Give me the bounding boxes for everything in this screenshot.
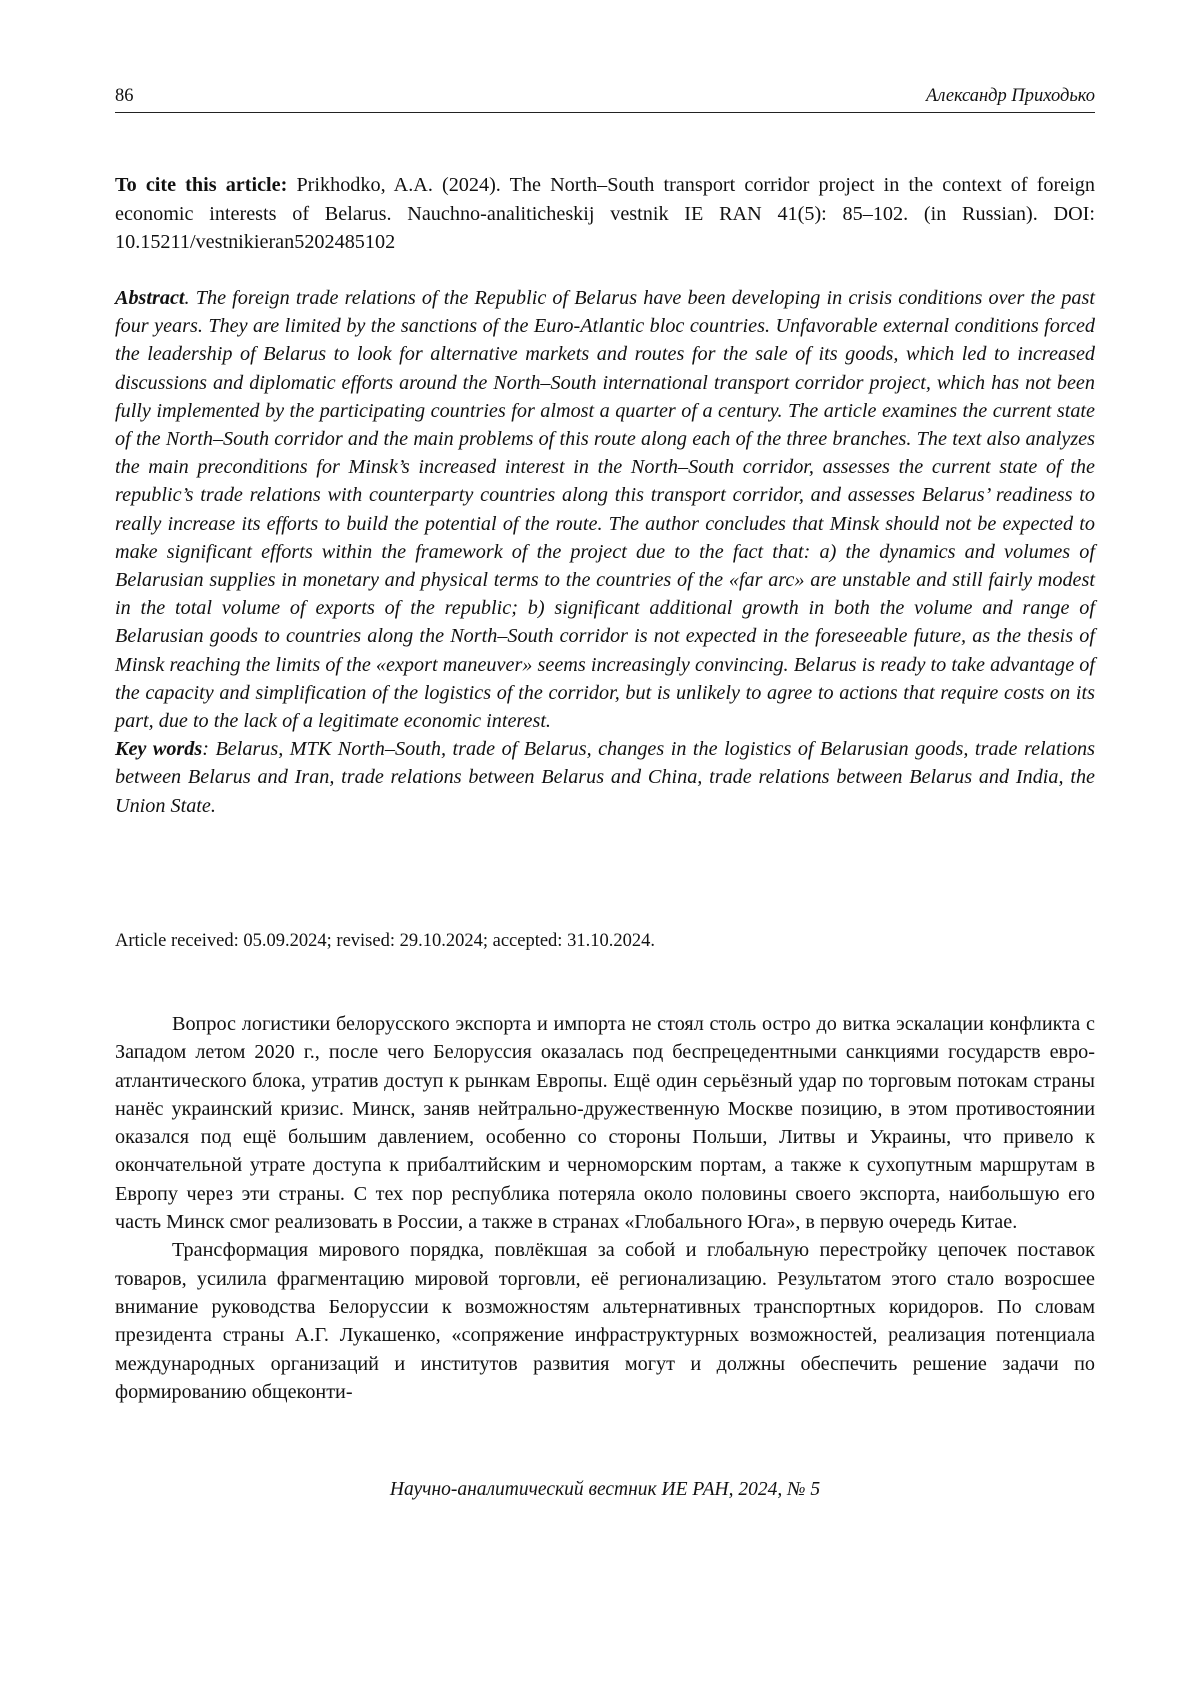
- keywords-text: : Belarus, MTK North–South, trade of Belarus, changes in the logistics of Belarusian goods, trade relations between Belarus and Iran, trade relations between Belarus and China, trade relations between Belarus and India, the Union State.: [115, 738, 1095, 817]
- journal-footer: Научно-аналитический вестник ИЕ РАН, 2024, № 5: [389, 1479, 821, 1500]
- citation-block: [115, 171, 1095, 257]
- article-body: [115, 1010, 1095, 1406]
- article-dates: Article received: 05.09.2024; revised: 29.10.2024; accepted: 31.10.2024.: [115, 931, 655, 951]
- body-paragraph-1: Вопрос логистики белорусского экспорта и импорта не стоял столь остро до витка эскалации конфликта с Западом летом 2020 г., после чего Белоруссия оказалась под беспрецедентными санкциями государств евро-атлантического блока, утратив доступ к рынкам Европы. Ещё один серьёзный удар по торговым потокам страны нанёс украинский кризис. Минск, заняв нейтрально-дружественную Москве позицию, в этом противостоянии оказался под ещё большим давлением, особенно со стороны Польши, Литвы и Украины, что привело к окончательной утрате доступа к прибалтийским и черноморским портам, а также к сухопутным маршрутам в Европу через эти страны. С тех пор республика потеряла около половины своего экспорта, наибольшую его часть Минск смог реализовать в России, а также в странах «Глобального Юга», в первую очередь Китае.: [115, 1013, 1095, 1234]
- running-header-author: Александр Приходько: [926, 86, 1095, 106]
- citation-label: To cite this article:: [115, 174, 288, 196]
- journal-page: [115, 0, 1095, 1698]
- abstract-block: [115, 284, 1095, 820]
- keywords-paragraph: [115, 735, 1095, 820]
- abstract-label: Abstract: [115, 287, 185, 309]
- citation-text: Prikhodko, A.A. (2024). The North–South transport corridor project in the context of foreign economic interests of Belarus. Nauchno-analiticheskij vestnik IE RAN 41(5): 85–102. (in Russian). DOI: 10.15211/vestnikieran5202485102: [115, 174, 1095, 253]
- running-header: [115, 86, 1095, 113]
- page-number: 86: [115, 86, 134, 106]
- keywords-label: Key words: [115, 738, 203, 761]
- abstract-paragraph: [115, 284, 1095, 735]
- body-paragraph-2: Трансформация мирового порядка, повлёкшая за собой и глобальную перестройку цепочек поставок товаров, усилила фрагментацию мировой торговли, её регионализацию. Результатом этого стало возросшее внимание руководства Белоруссии к возможностям альтернативных транспортных коридоров. По словам президента страны А.Г. Лукашенко, «сопряжение инфраструктурных возможностей, реализация потенциала международных организаций и институтов развития могут и должны обеспечить решение задачи по формированию общеконти-: [115, 1239, 1095, 1403]
- abstract-text: . The foreign trade relations of the Republic of Belarus have been developing in crisis conditions over the past four years. They are limited by the sanctions of the Euro-Atlantic bloc countries. Unfavorable external conditions forced the leadership of Belarus to look for alternative markets and routes for the sale of its goods, which led to increased discussions and diplomatic efforts around the North–South international transport corridor project, which has not been fully implemented by the participating countries for almost a quarter of a century. The article examines the current state of the North–South corridor and the main problems of this route along each of the three branches. The text also analyzes the main preconditions for Minsk’s increased interest in the North–South corridor, assesses the current state of the republic’s trade relations with counterparty countries along this transport corridor, and assesses Belarus’ readiness to really increase its efforts to build the potential of the route. The author concludes that Minsk should not be expected to make significant efforts within the framework of the project due to the fact that: a) the dynamics and volumes of Belarusian supplies in monetary and physical terms to the countries of the «far arc» are unstable and still fairly modest in the total volume of exports of the republic; b) significant additional growth in both the volume and range of Belarusian goods to countries along the North–South corridor is not expected in the foreseeable future, as the thesis of Minsk reaching the limits of the «export maneuver» seems increasingly convincing. Belarus is ready to take advantage of the capacity and simplification of the logistics of the corridor, but is unlikely to agree to actions that require costs on its part, due to the lack of a legitimate economic interest.: [115, 287, 1095, 733]
